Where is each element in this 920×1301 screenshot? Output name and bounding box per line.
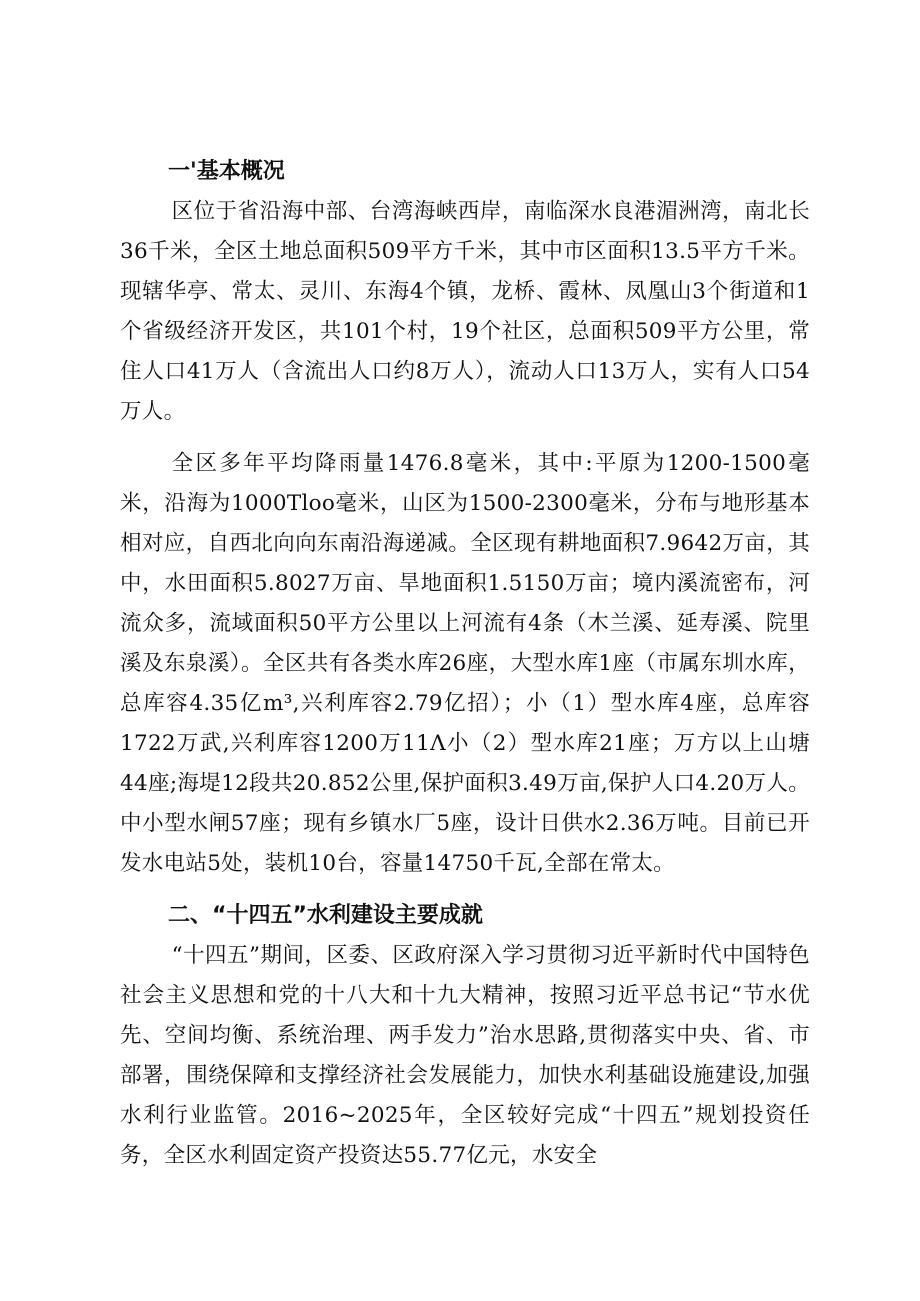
- section-heading-overview: 一'基本概况: [168, 159, 285, 184]
- section-heading-achievements: 二、“十四五”水利建设主要成就: [168, 903, 483, 928]
- paragraph-achievements: “十四五”期间，区委、区政府深入学习贯彻习近平新时代中国特色社会主义思想和党的十八大和十九大精神，按照习近平总书记“节水优先、空间均衡、系统治理、两手发力”治水思路,贯彻落实中央、省、市部署，围绕保障和支撑经济社会发展能力，加快水利基础设施建设,加强水利行业监管。2016~2025年，全区较好完成“十四五”规划投资任务，全区水利固定资产投资达55.77亿元，水安全: [120, 943, 810, 1168]
- document-body: [120, 152, 810, 1176]
- paragraph-location-population: 区位于省沿海中部、台湾海峡西岸，南临深水良港湄洲湾，南北长36千米，全区土地总面积509平方千米，其中市区面积13.5平方千米。现辖华亭、常太、灵川、东海4个镇，龙桥、霞林、凤凰山3个街道和1个省级经济开发区，共101个村，19个社区，总面积509平方公里，常住人口41万人（含流出人口约8万人），流动人口13万人，实有人口54万人。: [120, 199, 810, 424]
- paragraph-water-resources: 全区多年平均降雨量1476.8毫米，其中:平原为1200-1500毫米，沿海为1000Tloo毫米，山区为1500-2300毫米，分布与地形基本相对应，自西北向向东南沿海递减。全区现有耕地面积7.9642万亩，其中，水田面积5.8027万亩、旱地面积1.5150万亩；境内溪流密布，河流众多，流域面积50平方公里以上河流有4条（木兰溪、延寿溪、院里溪及东泉溪）。全区共有各类水库26座，大型水库1座（市属东圳水库，总库容4.35亿m³,兴利库容2.79亿招）；小（1）型水库4座，总库容1722万武,兴利库容1200万11Λ小（2）型水库21座；万方以上山塘44座;海堤12段共20.852公里,保护面积3.49万亩,保护人口4.20万人。中小型水闸57座；现有乡镇水厂5座，设计日供水2.36万吨。目前已开发水电站5处，装机10台，容量14750千瓦,全部在常太。: [120, 451, 810, 876]
